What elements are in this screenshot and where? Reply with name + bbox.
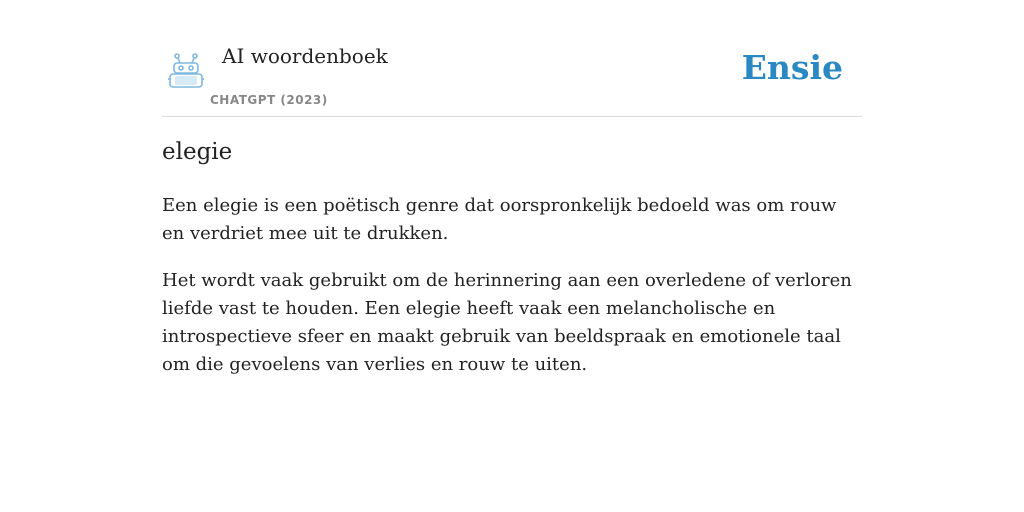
definition-paragraph: Het wordt vaak gebruikt om de herinnering aan een overledene of verloren liefde vast te houden. Een elegie heeft vaak een melancholische en introspectieve sfeer en maakt gebruik van beeldspraak en emotionele taal om die gevoelens van verlies en rouw te uiten. — [162, 270, 852, 375]
page — [162, 0, 862, 512]
robot-icon — [166, 53, 206, 89]
site-title[interactable]: AI woordenboek — [222, 44, 388, 68]
entry-term: elegie — [162, 139, 233, 165]
header — [162, 0, 862, 117]
brand-logo[interactable]: Ensie — [741, 48, 843, 87]
source-label: CHATGPT (2023) — [210, 93, 328, 107]
entry-definition — [162, 192, 862, 398]
definition-paragraph: Een elegie is een poëtisch genre dat oorspronkelijk bedoeld was om rouw en verdriet mee uit te drukken. — [162, 195, 837, 244]
